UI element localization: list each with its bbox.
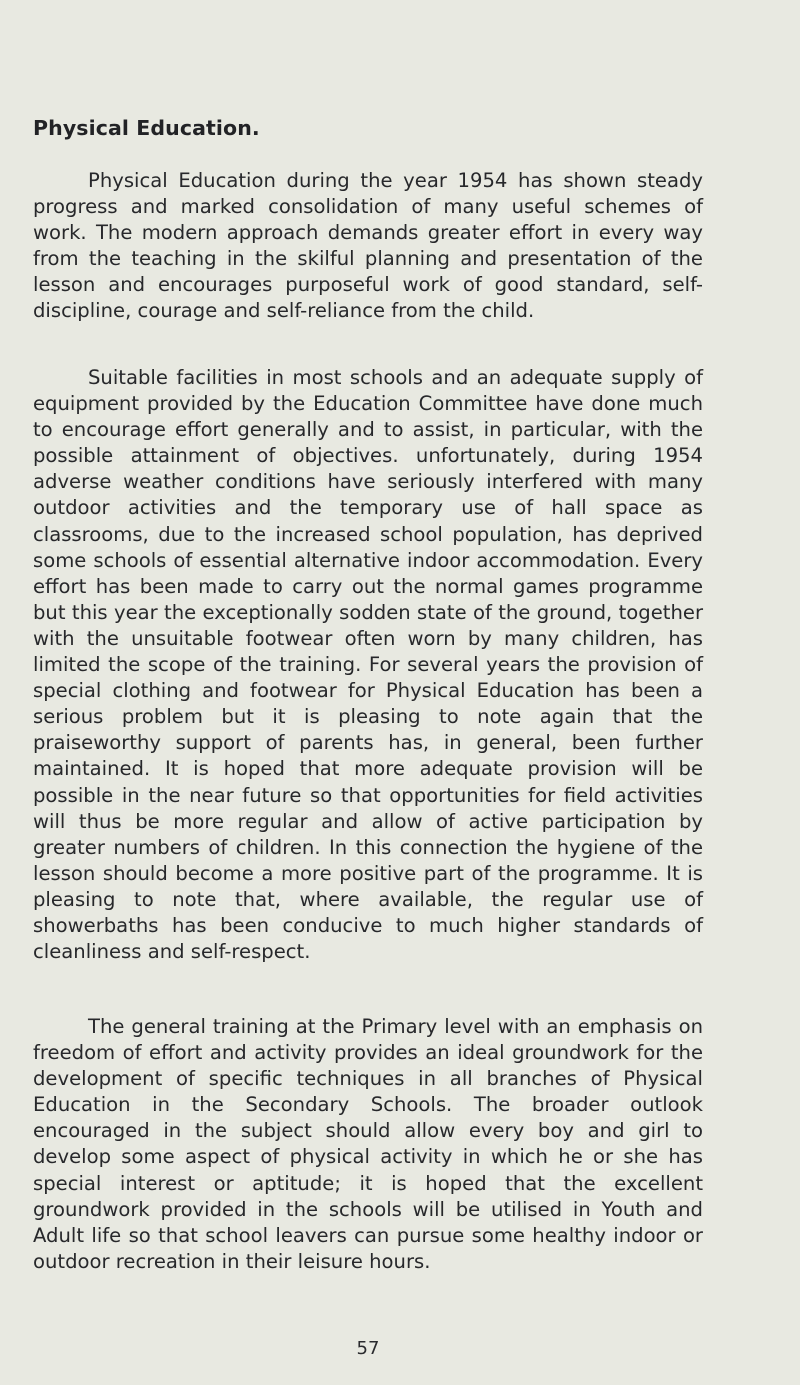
paragraph-primary-training: The general training at the Primary level with an emphasis on freedom of effort and activity provides an ideal groundwork for the development of specific techniques in all branches of Physical Education in the Secondary Schools. The broader outlook encouraged in the subject should allow every boy and girl to develop some aspect of physical activity in which he or she has special interest or aptitude; it is hoped that the excellent groundwork provided in the schools will be utilised in Youth and Adult life so that school leavers can pursue some healthy indoor or outdoor recreation in their leisure hours. — [33, 1015, 703, 1273]
page-number: 57 — [356, 1338, 380, 1359]
paragraph-progress: Physical Education during the year 1954 has shown steady progress and marked consolidation of many useful schemes of work. The modern approach demands greater effort in every way from the teaching in the skilful planning and presentation of the lesson and encourages purposeful work of good standard, self-discipline, courage and self-reliance from the child. — [33, 169, 703, 323]
paragraph-facilities: Suitable facilities in most schools and an adequate supply of equipment provided by the Education Committee have done much to encourage effort generally and to assist, in particular, with the possible attainment of objectives. unfortunately, during 1954 adverse weather conditions have seriously interfered with many outdoor activities and the temporary use of hall space as classrooms, due to the increased school population, has deprived some schools of essential alternative indoor accommodation. Every effort has been made to carry out the normal games programme but this year the exceptionally sodden state of the ground, together with the unsuitable footwear often worn by many children, has limited the scope of the training. For several years the provision of special clothing and footwear for Physical Education has been a serious problem but it is pleasing to note again that the praiseworthy support of parents has, in general, been further maintained. It is hoped that more adequate provision will be possible in the near future so that opportunities for field activities will thus be more regular and allow of active participation by greater numbers of children. In this connection the hygiene of the lesson should become a more positive part of the programme. It is pleasing to note that, where available, the regular use of showerbaths has been conducive to much higher standards of cleanliness and self-respect. — [33, 366, 703, 964]
section-heading: Physical Education. — [33, 116, 260, 140]
